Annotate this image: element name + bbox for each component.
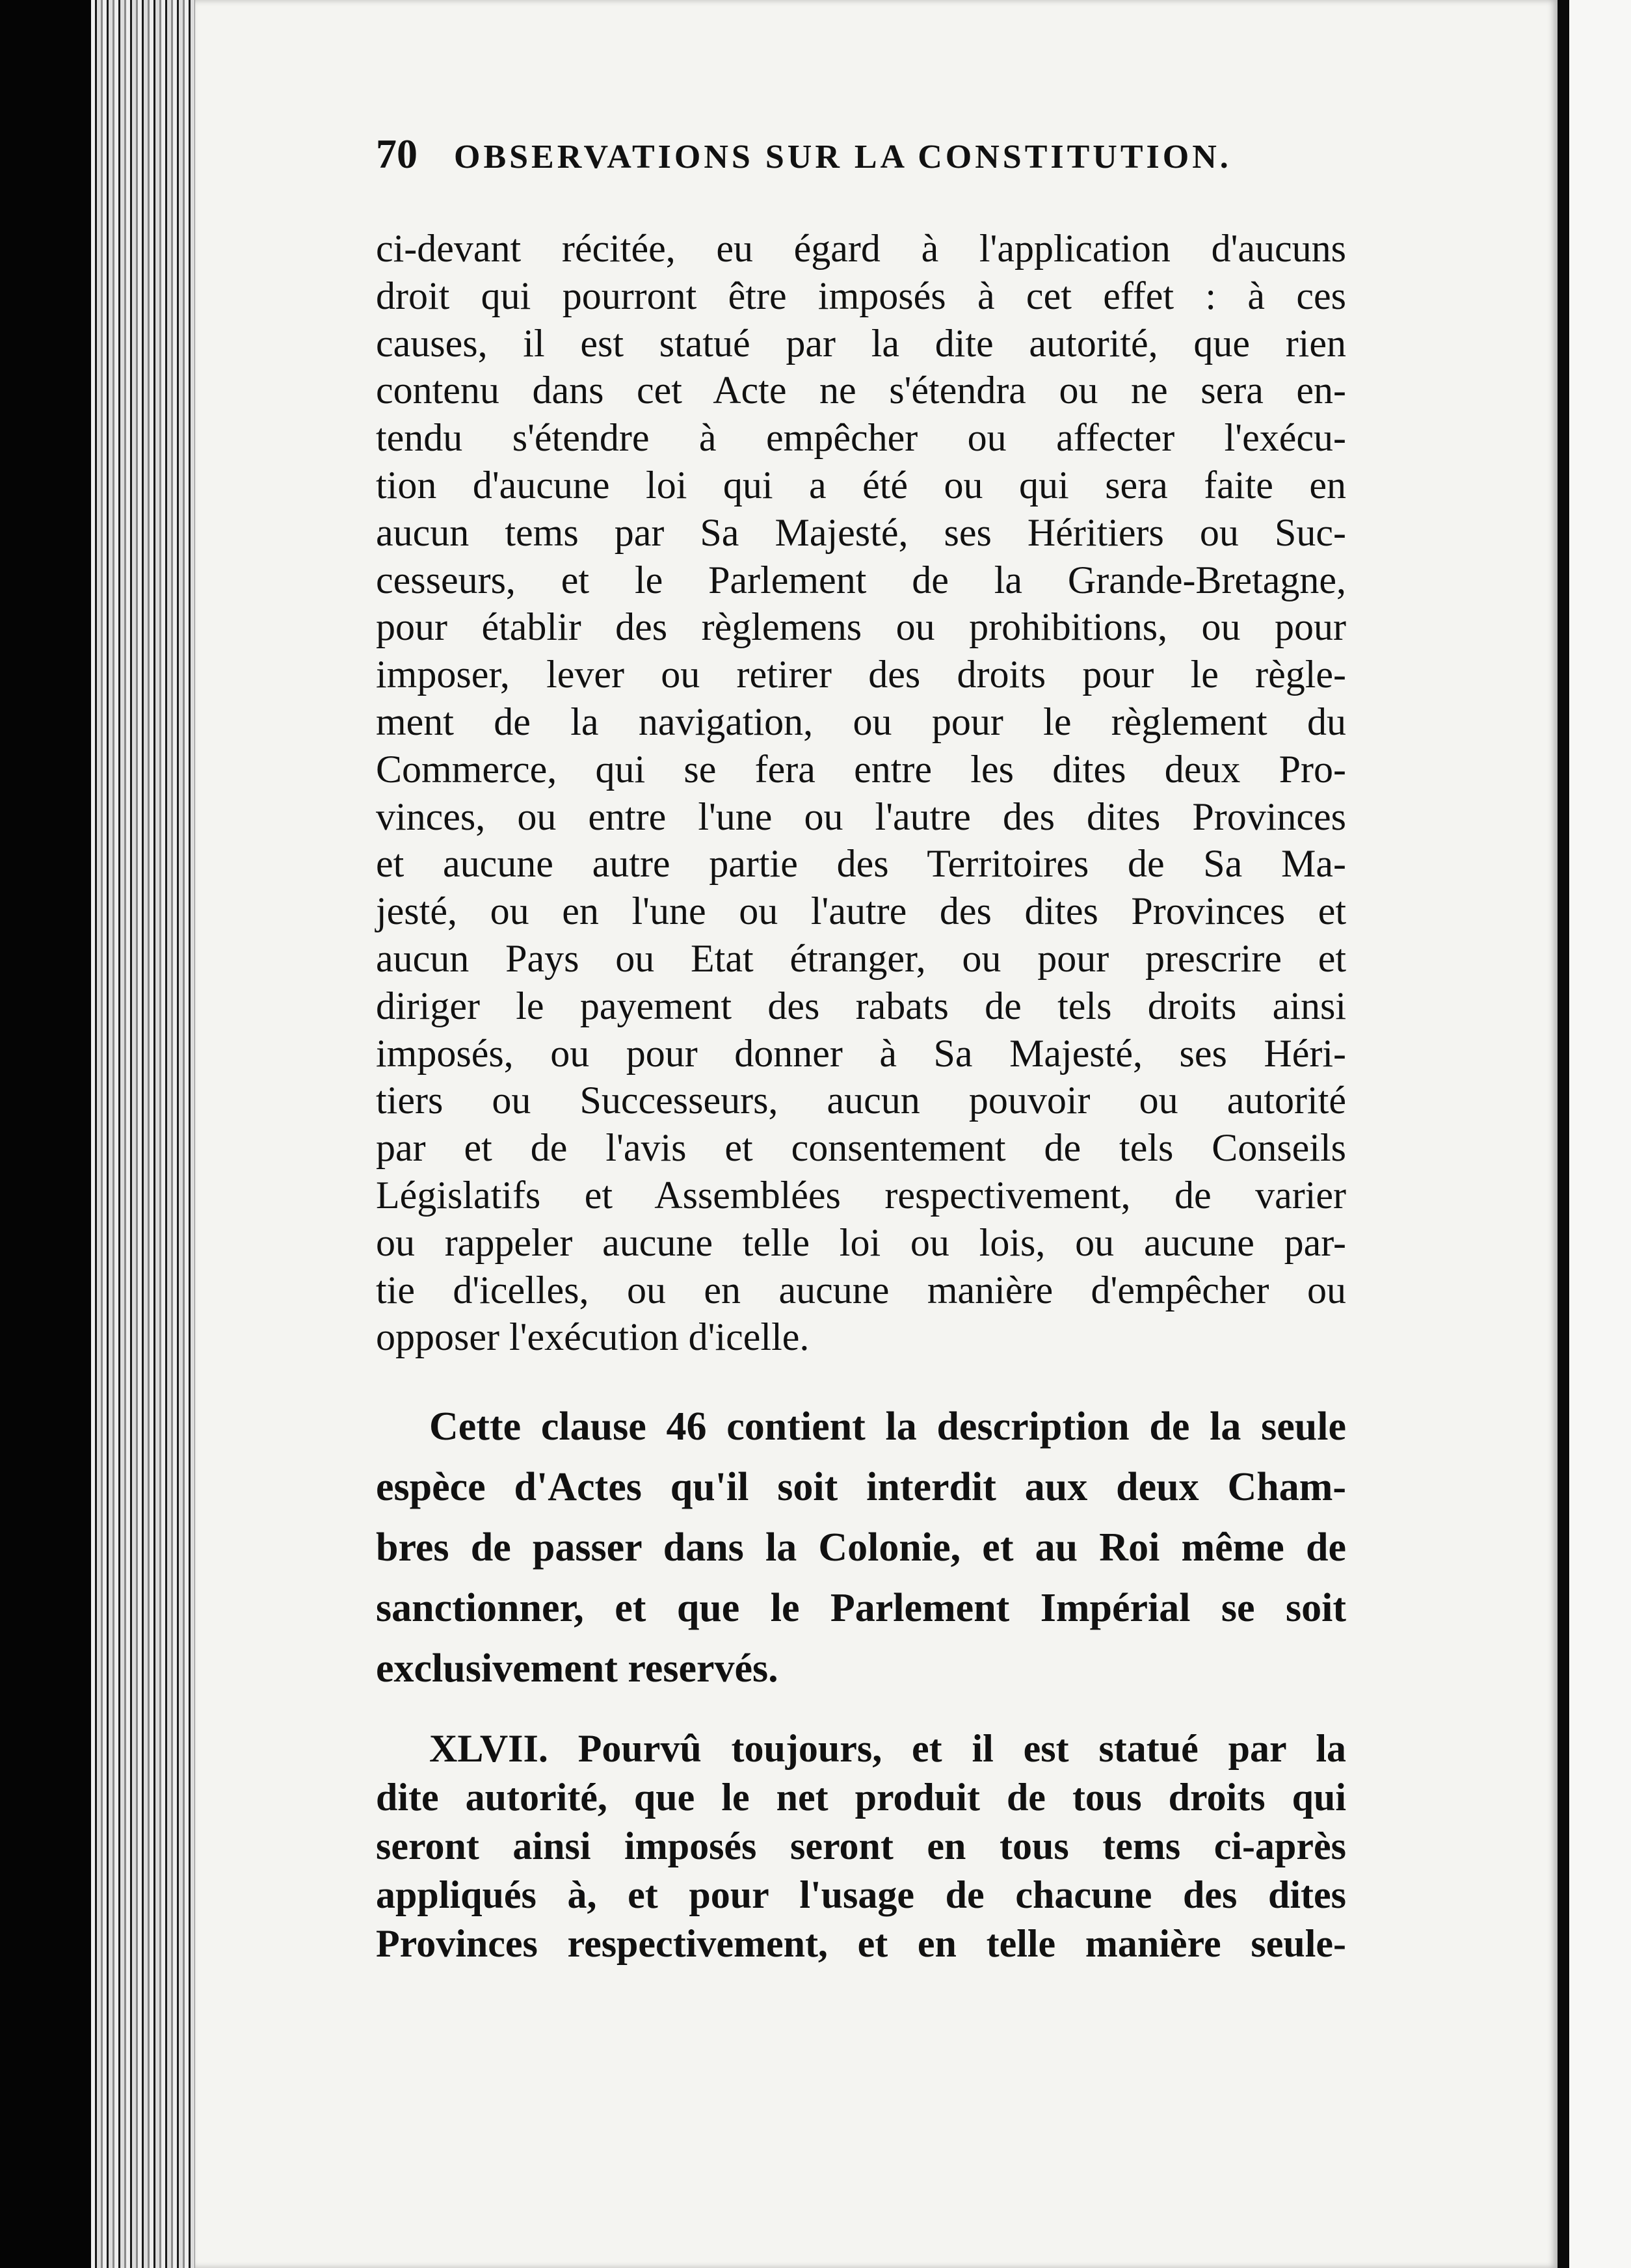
text-line: sanctionner, et que le Parlement Impérial se soit bbox=[376, 1586, 1346, 1630]
text-line: jesté, ou en l'une ou l'autre des dites Provinces et bbox=[376, 890, 1346, 933]
text-line: ci-devant récitée, eu égard à l'application d'aucuns bbox=[376, 227, 1346, 270]
text-line: tie d'icelles, ou en aucune manière d'empêcher ou bbox=[376, 1268, 1346, 1312]
text-line: Cette clause 46 contient la description de la seule bbox=[429, 1404, 1346, 1449]
text-line: tiers ou Successeurs, aucun pouvoir ou autorité bbox=[376, 1079, 1346, 1122]
text-line: diriger le payement des rabats de tels droits ainsi bbox=[376, 984, 1346, 1027]
text-line: opposer l'exécution d'icelle. bbox=[376, 1315, 810, 1359]
text-line: bres de passer dans la Colonie, et au Roi même de bbox=[376, 1525, 1346, 1570]
text-line: cesseurs, et le Parlement de la Grande-Bretagne, bbox=[376, 558, 1346, 601]
scan-right-border bbox=[1558, 0, 1569, 2268]
text-line: vinces, ou entre l'une ou l'autre des dites Provinces bbox=[376, 795, 1346, 838]
paragraph-2 bbox=[376, 1397, 1346, 1699]
text-line: aucun Pays ou Etat étranger, ou pour prescrire et bbox=[376, 936, 1346, 980]
text-line: aucun tems par Sa Majesté, ses Héritiers ou Suc- bbox=[376, 510, 1346, 554]
text-line: imposés, ou pour donner à Sa Majesté, ses Héri- bbox=[376, 1031, 1346, 1075]
text-line: contenu dans cet Acte ne s'étendra ou ne sera en- bbox=[376, 369, 1346, 412]
paragraph-3 bbox=[376, 1724, 1346, 1968]
text-line: par et de l'avis et consentement de tels Conseils bbox=[376, 1126, 1346, 1170]
text-line: espèce d'Actes qu'il soit interdit aux deux Cham- bbox=[376, 1465, 1346, 1509]
running-title: OBSERVATIONS SUR LA CONSTITUTION. bbox=[454, 138, 1232, 176]
text-line: XLVII. Pourvû toujours, et il est statué par la bbox=[429, 1727, 1346, 1770]
text-line: appliqués à, et pour l'usage de chacune des dites bbox=[376, 1873, 1346, 1916]
text-line: Législatifs et Assemblées respectivement, de varier bbox=[376, 1173, 1346, 1217]
page-number: 70 bbox=[376, 131, 418, 177]
book-edge-stripes bbox=[91, 0, 195, 2268]
text-line: et aucune autre partie des Territoires de Sa Ma- bbox=[376, 842, 1346, 886]
text-line: dite autorité, que le net produit de tous droits qui bbox=[376, 1776, 1346, 1819]
text-line: causes, il est statué par la dite autorité, que rien bbox=[376, 321, 1346, 365]
text-line: droit qui pourront être imposés à cet effet : à ces bbox=[376, 274, 1346, 317]
text-line: ment de la navigation, ou pour le règlement du bbox=[376, 700, 1346, 743]
text-line: Commerce, qui se fera entre les dites deux Pro- bbox=[376, 747, 1346, 791]
text-line: pour établir des règlemens ou prohibitions, ou pour bbox=[376, 605, 1346, 649]
text-line: Provinces respectivement, et en telle manière seule- bbox=[376, 1922, 1346, 1965]
paragraph-1 bbox=[376, 225, 1346, 1361]
text-line: ou rappeler aucune telle loi ou lois, ou aucune par- bbox=[376, 1220, 1346, 1264]
text-line: seront ainsi imposés seront en tous tems ci-après bbox=[376, 1825, 1346, 1867]
running-head bbox=[376, 130, 1346, 182]
scan-right-margin bbox=[1569, 0, 1631, 2268]
text-line: tendu s'étendre à empêcher ou affecter l'exécu- bbox=[376, 416, 1346, 460]
text-line: tion d'aucune loi qui a été ou qui sera faite en bbox=[376, 463, 1346, 507]
text-line: imposer, lever ou retirer des droits pour le règle- bbox=[376, 653, 1346, 696]
text-line: exclusivement reservés. bbox=[376, 1646, 778, 1691]
